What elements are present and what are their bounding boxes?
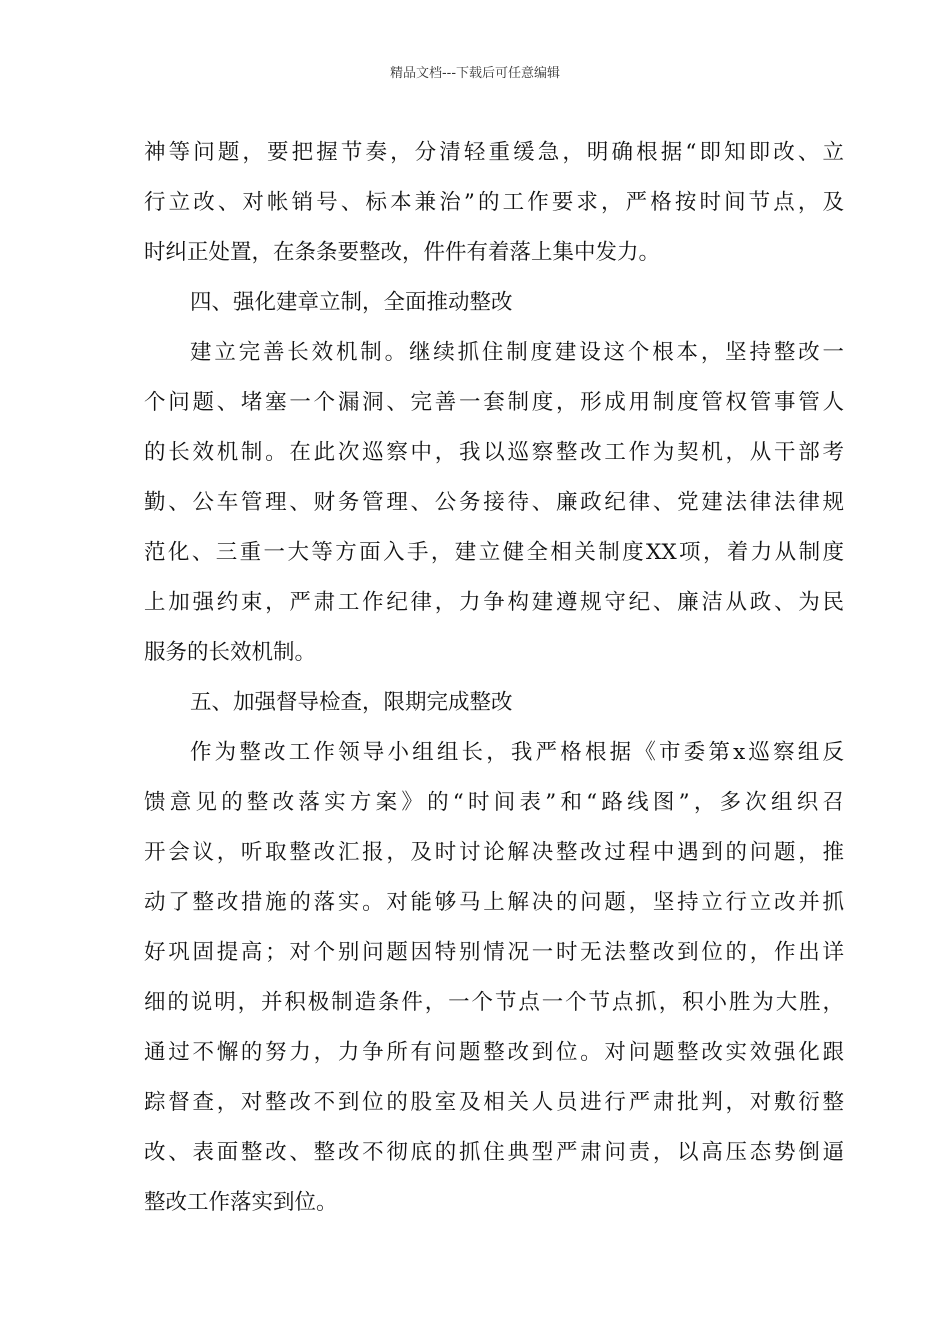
heading-line: 五、加强督导检查，限期完成整改 [190,690,513,715]
text-line: 通过不懈的努力，力争所有问题整改到位。对问题整改实效强化跟 [144,1040,844,1065]
paragraph-continuation [144,128,844,278]
text-line: 个问题、堵塞一个漏洞、完善一套制度，形成用制度管权管事管人 [144,390,844,415]
text-line: 整改工作落实到位。 [144,1190,338,1215]
text-line: 开会议，听取整改汇报，及时讨论解决整改过程中遇到的问题，推 [144,840,844,865]
text-line: 范化、三重一大等方面入手，建立健全相关制度XX项，着力从制度 [144,540,844,565]
section-heading-4 [144,278,844,328]
text-line: 建立完善长效机制。继续抓住制度建设这个根本，坚持整改一 [190,340,844,365]
text-line: 神等问题，要把握节奏，分清轻重缓急，明确根据“即知即改、立 [144,140,844,165]
page-header: 精品文档---下载后可任意编辑 [389,66,561,81]
text-line: 改、表面整改、整改不彻底的抓住典型严肃问责，以高压态势倒逼 [144,1140,844,1165]
text-line: 时纠正处置，在条条要整改，件件有着落上集中发力。 [144,240,661,265]
text-line: 踪督查，对整改不到位的股室及相关人员进行严肃批判，对敷衍整 [144,1090,844,1115]
text-line: 好巩固提高；对个别问题因特别情况一时无法整改到位的，作出详 [144,940,844,965]
text-line: 细的说明，并积极制造条件，一个节点一个节点抓，积小胜为大胜， [144,990,844,1015]
text-line: 服务的长效机制。 [144,640,317,665]
paragraph-long-term-mechanism [144,328,844,678]
text-line: 勤、公车管理、财务管理、公务接待、廉政纪律、党建法律法律规 [144,490,844,515]
document-body [144,128,844,1228]
text-line: 馈意见的整改落实方案》的“时间表”和“路线图”，多次组织召 [144,790,844,815]
section-heading-5 [144,678,844,728]
text-line: 动了整改措施的落实。对能够马上解决的问题，坚持立行立改并抓 [144,890,844,915]
text-line: 上加强约束，严肃工作纪律，力争构建遵规守纪、廉洁从政、为民 [144,590,844,615]
text-line: 作为整改工作领导小组组长，我严格根据《市委第x巡察组反 [190,740,844,765]
text-line: 行立改、对帐销号、标本兼治”的工作要求，严格按时间节点，及 [144,190,844,215]
paragraph-supervision [144,728,844,1228]
heading-line: 四、强化建章立制，全面推动整改 [190,290,513,315]
text-line: 的长效机制。在此次巡察中，我以巡察整改工作为契机，从干部考 [144,440,844,465]
